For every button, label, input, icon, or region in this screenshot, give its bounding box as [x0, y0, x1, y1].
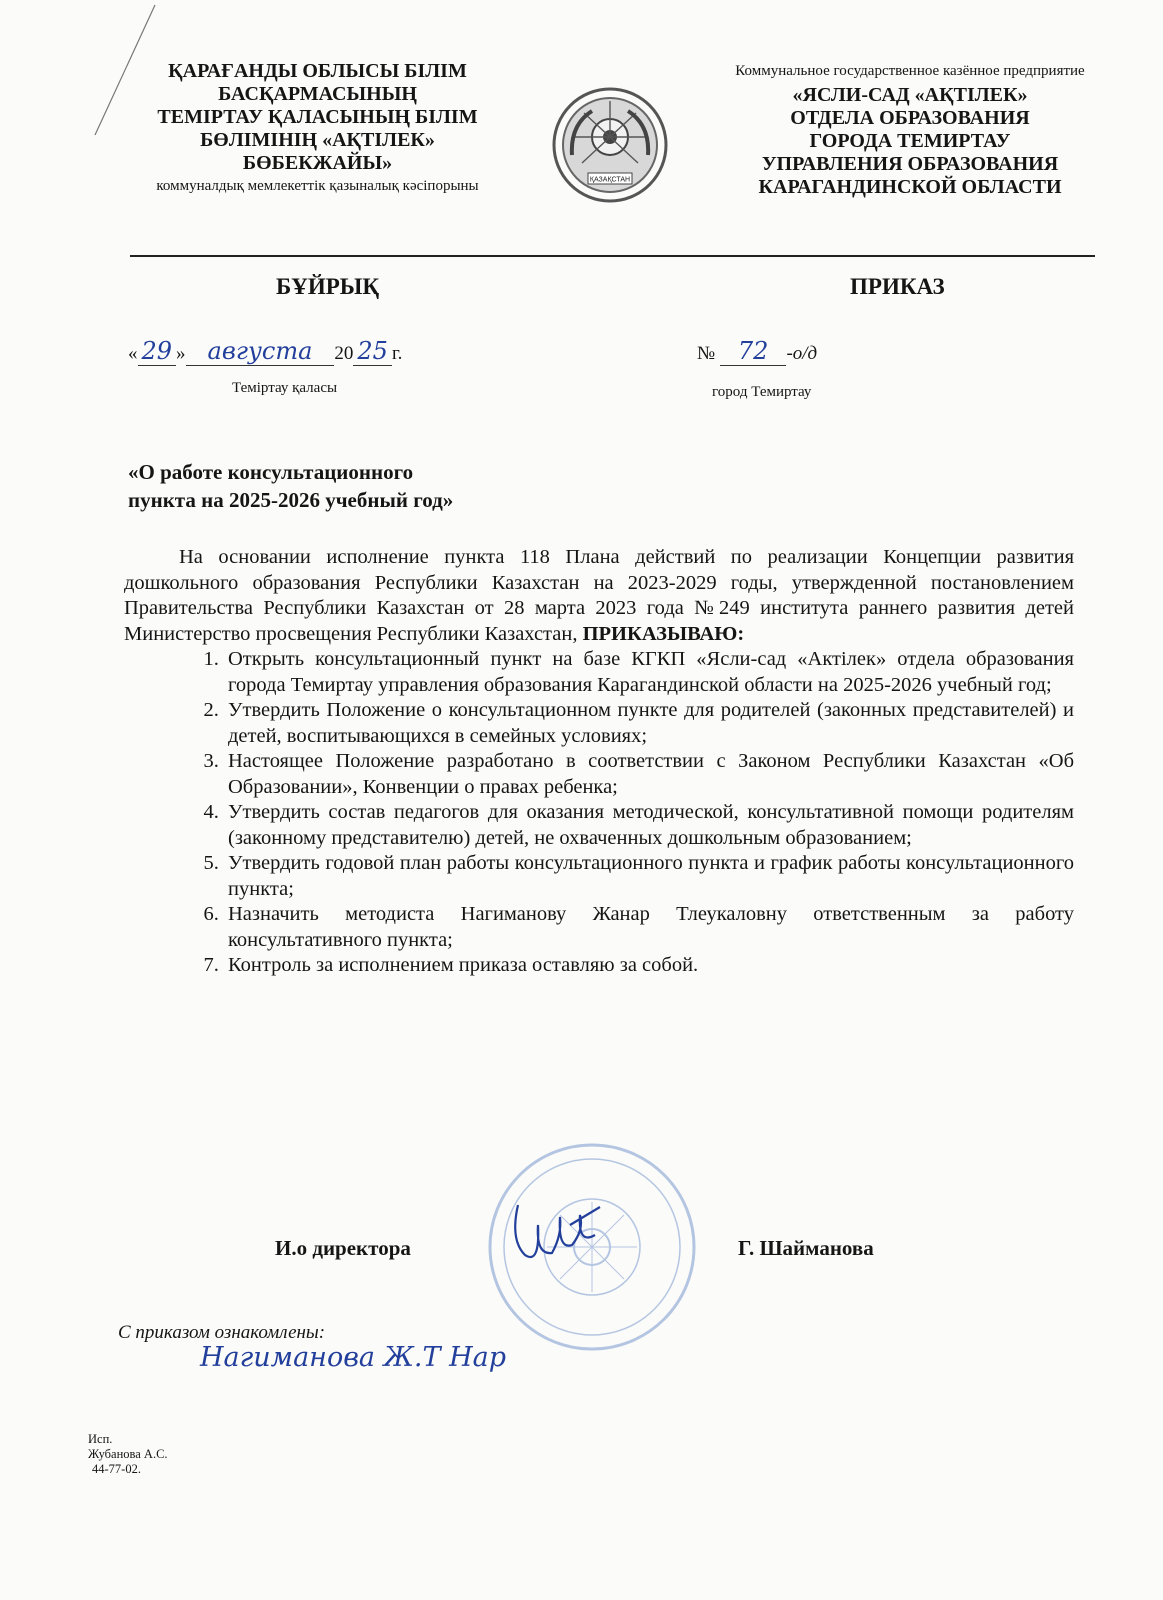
- order-item: 5. Утвердить годовой план работы консультационного пункта и график работы консультационного пункта;: [224, 851, 1074, 902]
- date-open-quote: «: [128, 343, 138, 364]
- header-left-line: ҚАРАҒАНДЫ ОБЛЫСЫ БІЛІМ: [168, 60, 467, 82]
- date-day: 29: [138, 337, 177, 366]
- header-left-line: БАСҚАРМАСЫНЫҢ: [218, 83, 417, 105]
- footer-phone: 44-77-02.: [92, 1462, 141, 1476]
- date-month: августа: [186, 337, 335, 366]
- state-emblem-icon: [550, 85, 670, 205]
- signature-name: Г. Шайманова: [738, 1236, 874, 1260]
- order-date: [128, 337, 402, 365]
- order-items-list: [124, 647, 1074, 979]
- header-left-line: БӨБЕКЖАЙЫ»: [242, 152, 393, 174]
- order-title-ru: ПРИКАЗ: [850, 274, 945, 299]
- order-body: [124, 545, 1074, 979]
- footer-label: Исп.: [88, 1432, 113, 1446]
- preamble-text: На основании исполнение пункта 118 Плана действий по реализации Концепции развития дошкольного образования Республики Казахстан на 2023-2029 годы, утвержденной постановлением Правительства Республики Казахстан от 28 марта 2023 года №249 института раннего развития детей Министерство просвещения Республики Казахстан,: [124, 546, 1074, 645]
- header-left-line: ТЕМІРТАУ ҚАЛАСЫНЫҢ БІЛІМ: [157, 106, 478, 128]
- date-year-unit: г.: [391, 343, 403, 364]
- order-number: [697, 337, 817, 365]
- acquainted-handwritten: Нагиманова Ж.Т Нар: [200, 1342, 507, 1373]
- date-year-prefix: 20: [334, 343, 354, 364]
- date-year-suffix: 25: [353, 337, 392, 366]
- header-left-line: БӨЛІМІНІҢ «АҚТІЛЕК»: [200, 129, 435, 151]
- header-right-line: ГОРОДА ТЕМИРТАУ: [809, 130, 1011, 152]
- header-right-line: УПРАВЛЕНИЯ ОБРАЗОВАНИЯ: [761, 153, 1059, 175]
- order-item: 3. Настоящее Положение разработано в соответствии с Законом Республики Казахстан «Об Образовании», Конвенции о правах ребенка;: [224, 749, 1074, 800]
- header-left-kz: [120, 60, 515, 195]
- header-right-line: КАРАГАНДИНСКОЙ ОБЛАСТИ: [758, 176, 1062, 198]
- order-item: 2. Утвердить Положение о консультационном пункте для родителей (законных представителей) и детей, воспитывающихся в семейных условиях;: [224, 698, 1074, 749]
- heading-line: «О работе консультационного: [128, 460, 414, 484]
- number-value: 72: [720, 337, 787, 366]
- signature-position: И.о директора: [275, 1236, 411, 1260]
- order-item: 6. Назначить методиста Нагиманову Жанар Тлеукаловну ответственным за работу консультативного пункта;: [224, 902, 1074, 953]
- executor-footer: [88, 1432, 168, 1477]
- date-close-quote: »: [176, 343, 186, 364]
- order-item: 1. Открыть консультационный пункт на базе КГКП «Ясли-сад «Актілек» отдела образования города Темиртау управления образования Карагандинской области на 2025-2026 учебный год;: [224, 647, 1074, 698]
- city-kz: Теміртау қаласы: [232, 380, 338, 396]
- header-right-subtitle: Коммунальное государственное казённое предприятие: [735, 63, 1085, 79]
- order-title-kz: БҰЙРЫҚ: [276, 274, 380, 299]
- header-divider: [130, 255, 1095, 257]
- number-suffix: -о/д: [786, 343, 818, 364]
- preamble-order-word: ПРИКАЗЫВАЮ:: [582, 622, 745, 645]
- header-right-line: ОТДЕЛА ОБРАЗОВАНИЯ: [790, 107, 1030, 129]
- number-sign: №: [697, 343, 716, 364]
- heading-line: пункта на 2025-2026 учебный год»: [128, 488, 454, 512]
- order-item: 7. Контроль за исполнением приказа оставляю за собой.: [224, 953, 1074, 979]
- acquainted-label: С приказом ознакомлены:: [118, 1322, 326, 1343]
- city-ru: город Темиртау: [712, 384, 812, 400]
- footer-name: Жубанова А.С.: [88, 1447, 168, 1461]
- header-right-line: «ЯСЛИ-САД «АҚТІЛЕК»: [792, 84, 1028, 106]
- header-left-subtitle: коммуналдық мемлекеттік қазыналық кәсіпорыны: [156, 178, 479, 194]
- header-right-ru: [725, 62, 1095, 199]
- order-heading: [128, 458, 453, 514]
- emblem-text: ҚАЗАҚСТАН: [589, 176, 631, 184]
- preamble-paragraph: [124, 545, 1074, 647]
- director-signature-icon: [500, 1195, 610, 1275]
- order-item: 4. Утвердить состав педагогов для оказания методической, консультативной помощи родителям (законному представителю) детей, не охваченных дошкольным образованием;: [224, 800, 1074, 851]
